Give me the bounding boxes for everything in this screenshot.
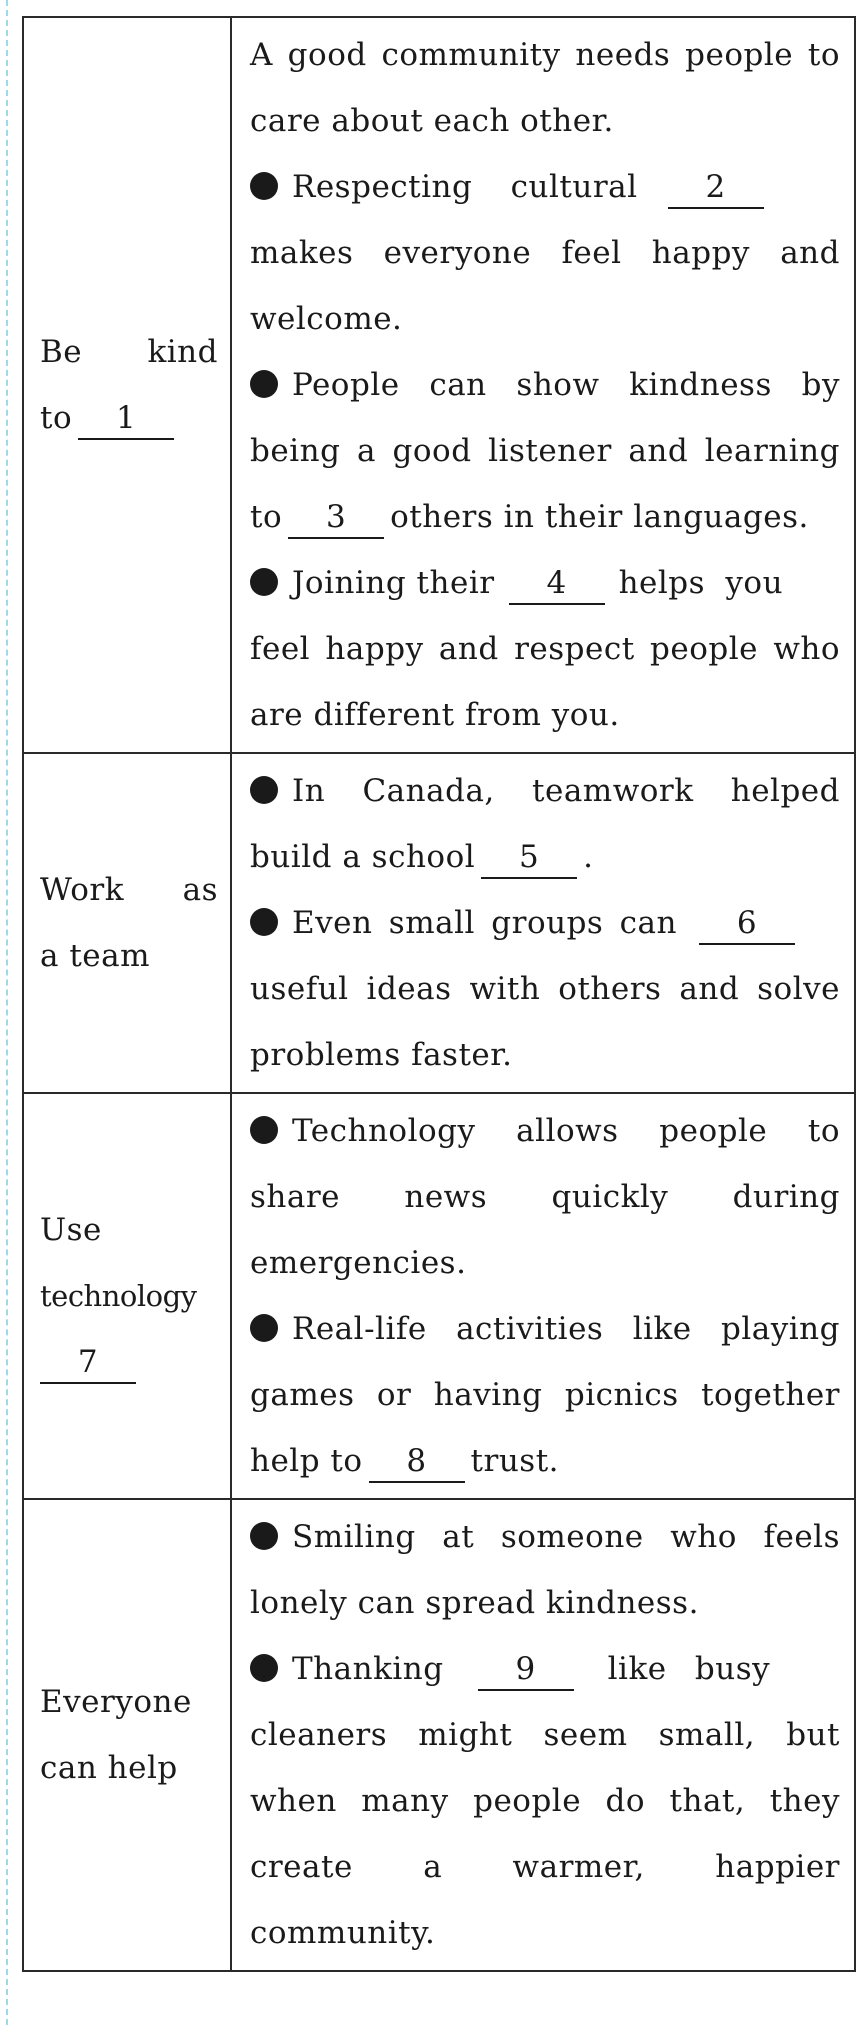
detail-line: share news quickly during bbox=[250, 1179, 840, 1215]
table-row bbox=[23, 17, 855, 753]
bullet-dot-icon bbox=[250, 568, 278, 596]
detail-text: People can show kindness by bbox=[292, 367, 840, 403]
bullet-dot-icon bbox=[250, 1314, 278, 1342]
detail-cell bbox=[231, 1093, 855, 1499]
detail-line: being a good listener and learning bbox=[250, 433, 840, 469]
answer-blank[interactable]: 5 bbox=[481, 837, 577, 879]
detail-line bbox=[250, 1296, 840, 1362]
answer-blank[interactable]: 4 bbox=[509, 563, 605, 605]
detail-text: help to bbox=[250, 1443, 363, 1479]
topic-text: Be kind bbox=[40, 334, 218, 370]
detail-line-with-blank bbox=[250, 1636, 840, 1702]
bullet-dot-icon bbox=[250, 172, 278, 200]
detail-line: problems faster. bbox=[250, 1037, 513, 1073]
topic-text: Work as bbox=[40, 872, 218, 908]
detail-line: feel happy and respect people who bbox=[250, 631, 840, 667]
detail-text: . bbox=[583, 839, 594, 875]
detail-text: Respecting cultural bbox=[292, 169, 638, 205]
detail-line: are different from you. bbox=[250, 697, 620, 733]
answer-blank[interactable]: 9 bbox=[478, 1649, 574, 1691]
answer-blank[interactable]: 1 bbox=[78, 398, 174, 440]
bullet-dot-icon bbox=[250, 370, 278, 398]
table-row bbox=[23, 1499, 855, 1971]
answer-blank[interactable]: 6 bbox=[699, 903, 795, 945]
bullet-dot-icon bbox=[250, 1116, 278, 1144]
topic-text: Everyone bbox=[40, 1684, 192, 1720]
detail-text: helps you bbox=[618, 565, 784, 601]
detail-line: cleaners might seem small, but bbox=[250, 1717, 840, 1753]
answer-blank[interactable]: 7 bbox=[40, 1342, 136, 1384]
bullet-dot-icon bbox=[250, 1654, 278, 1682]
topic-blank-line bbox=[40, 1329, 218, 1395]
detail-line-with-blank bbox=[250, 1428, 840, 1494]
topic-text: technology bbox=[40, 1279, 197, 1313]
detail-line: care about each other. bbox=[250, 103, 614, 139]
bullet-dot-icon bbox=[250, 908, 278, 936]
detail-cell bbox=[231, 17, 855, 753]
topic-cell bbox=[23, 753, 231, 1093]
detail-line bbox=[250, 1504, 840, 1570]
detail-text: others in their languages. bbox=[390, 499, 809, 535]
detail-line bbox=[250, 352, 840, 418]
detail-text: In Canada, teamwork helped bbox=[292, 773, 840, 809]
detail-cell bbox=[231, 753, 855, 1093]
topic-cell bbox=[23, 1499, 231, 1971]
detail-line: community. bbox=[250, 1915, 436, 1951]
answer-blank[interactable]: 8 bbox=[369, 1441, 465, 1483]
detail-line bbox=[250, 758, 840, 824]
detail-line: makes everyone feel happy and bbox=[250, 235, 840, 271]
table-row bbox=[23, 1093, 855, 1499]
bullet-dot-icon bbox=[250, 1522, 278, 1550]
detail-line-with-blank bbox=[250, 824, 840, 890]
topic-cell bbox=[23, 1093, 231, 1499]
detail-line bbox=[250, 1098, 840, 1164]
topic-text-with-blank bbox=[40, 385, 218, 451]
detail-line: welcome. bbox=[250, 301, 403, 337]
detail-line: when many people do that, they bbox=[250, 1783, 840, 1819]
detail-text: Joining their bbox=[292, 565, 495, 601]
detail-cell bbox=[231, 1499, 855, 1971]
detail-text: Technology allows people to bbox=[292, 1113, 840, 1149]
topic-text: can help bbox=[40, 1750, 178, 1786]
topic-text: Use bbox=[40, 1212, 102, 1248]
detail-line: create a warmer, happier bbox=[250, 1849, 840, 1885]
topic-cell bbox=[23, 17, 231, 753]
detail-text: build a school bbox=[250, 839, 476, 875]
notes-table bbox=[22, 16, 856, 1972]
detail-text: like busy bbox=[607, 1651, 771, 1687]
margin-guide-line bbox=[6, 0, 8, 2025]
topic-text: a team bbox=[40, 938, 151, 974]
detail-text: Even small groups can bbox=[292, 905, 677, 941]
detail-line-with-blank bbox=[250, 550, 840, 616]
detail-line: emergencies. bbox=[250, 1245, 467, 1281]
detail-text: Smiling at someone who feels bbox=[292, 1519, 840, 1555]
detail-text: trust. bbox=[470, 1443, 560, 1479]
detail-line-with-blank bbox=[250, 890, 840, 956]
detail-line: games or having picnics together bbox=[250, 1377, 840, 1413]
detail-text: Real-life activities like playing bbox=[292, 1311, 840, 1347]
answer-blank[interactable]: 2 bbox=[668, 167, 764, 209]
bullet-dot-icon bbox=[250, 776, 278, 804]
detail-line: A good community needs people to bbox=[250, 37, 840, 73]
detail-line-with-blank bbox=[250, 484, 840, 550]
detail-text: to bbox=[250, 499, 283, 535]
detail-line-with-blank bbox=[250, 154, 840, 220]
answer-blank[interactable]: 3 bbox=[288, 497, 384, 539]
table-row bbox=[23, 753, 855, 1093]
detail-text: Thanking bbox=[292, 1651, 444, 1687]
topic-text: to bbox=[40, 400, 73, 436]
detail-line: useful ideas with others and solve bbox=[250, 971, 840, 1007]
detail-line: lonely can spread kindness. bbox=[250, 1585, 699, 1621]
